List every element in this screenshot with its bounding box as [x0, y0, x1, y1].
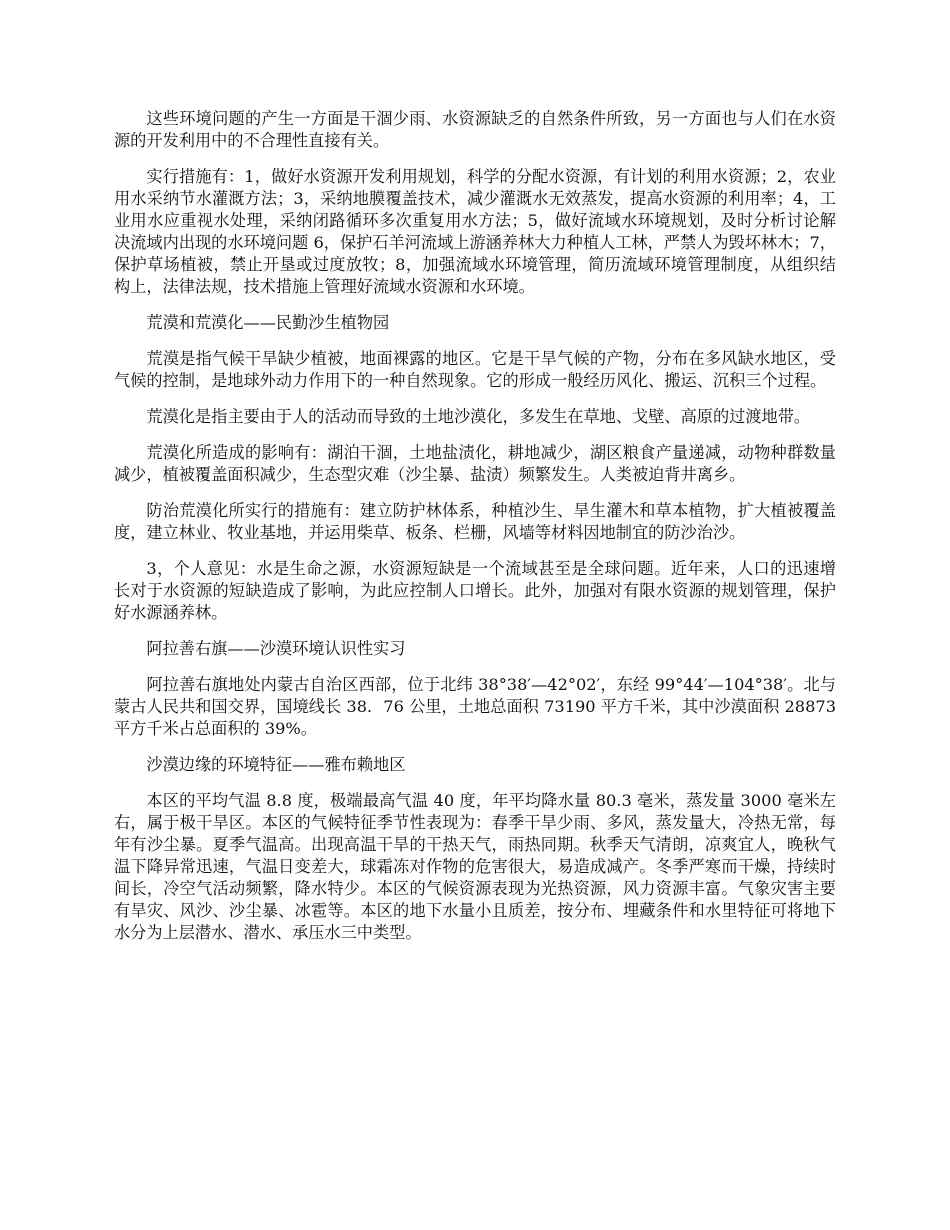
para-desertification-impact: 荒漠化所造成的影响有：湖泊干涸，土地盐渍化，耕地减少，湖区粮食产量递减，动物种群数量减少，植被覆盖面积减少，生态型灾难（沙尘暴、盐渍）频繁发生。人类被迫背井离乡。	[114, 443, 836, 484]
para-cause: 这些环境问题的产生一方面是干涸少雨、水资源缺乏的自然条件所致，另一方面也与人们在水资源的开发利用中的不合理性直接有关。	[114, 109, 836, 150]
heading-alxa-right-banner: 阿拉善右旗——沙漠环境认识性实习	[146, 639, 406, 658]
para-desertification-definition: 荒漠化是指主要由于人的活动而导致的土地沙漠化，多发生在草地、戈壁、高原的过渡地带。	[146, 407, 811, 426]
para-alxa-location: 阿拉善右旗地处内蒙古自治区西部，位于北纬 38°38′—42°02′，东经 99°44′—104°38′。北与蒙古人民共和国交界，国境线长 38．76 公里，土地总面积 73190 平方千米，其中沙漠面积 28873 平方千米占总面积的 39%。	[114, 675, 836, 738]
document-body	[114, 108, 836, 958]
heading-desert-garden: 荒漠和荒漠化——民勤沙生植物园	[146, 313, 390, 332]
para-desert-definition: 荒漠是指气候干旱缺少植被，地面裸露的地区。它是干旱气候的产物，分布在多风缺水地区，受气候的控制，是地球外动力作用下的一种自然现象。它的形成一般经历风化、搬运、沉积三个过程。	[114, 349, 836, 390]
para-climate: 本区的平均气温 8.8 度，极端最高气温 40 度，年平均降水量 80.3 毫米，蒸发量 3000 毫米左右，属于极干旱区。本区的气候特征季节性表现为：春季干旱少雨、多风，蒸发量大，冷热无常，每年有沙尘暴。夏季气温高。出现高温干旱的干热天气，雨热同期。秋季天气清朗，凉爽宜人，晚秋气温下降异常迅速，气温日变差大，球霜冻对作物的危害很大，易造成减产。冬季严寒而干燥，持续时间长，冷空气活动频繁，降水特少。本区的气候资源表现为光热资源，风力资源丰富。气象灾害主要有旱灾、风沙、沙尘暴、冰雹等。本区的地下水量小且质差，按分布、埋藏条件和水里特征可将地下水分为上层潜水、潜水、承压水三中类型。	[114, 791, 836, 942]
para-desertification-prevention: 防治荒漠化所实行的措施有：建立防护林体系，种植沙生、旱生灌木和草本植物，扩大植被覆盖度，建立林业、牧业基地，并运用柴草、板条、栏栅，风墙等材料因地制宜的防沙治沙。	[114, 501, 836, 542]
para-measures: 实行措施有：1，做好水资源开发利用规划，科学的分配水资源，有计划的利用水资源；2，农业用水采纳节水灌溉方法；3，采纳地膜覆盖技术，减少灌溉水无效蒸发，提高水资源的利用率；4，工业用水应重视水处理，采纳闭路循环多次重复用水方法；5，做好流域水环境规划，及时分析讨论解决流域内出现的水环境问题 6，保护石羊河流域上游涵养林大力种植人工林，严禁人为毁坏林木；7，保护草场植被，禁止开垦或过度放牧；8，加强流域水环境管理，简历流域环境管理制度，从组织结构上，法律法规，技术措施上管理好流域水资源和水环境。	[114, 167, 836, 296]
heading-desert-edge: 沙漠边缘的环境特征——雅布赖地区	[146, 755, 406, 774]
para-personal-opinion: 3，个人意见：水是生命之源，水资源短缺是一个流域甚至是全球问题。近年来，人口的迅速增长对于水资源的短缺造成了影响，为此应控制人口增长。此外，加强对有限水资源的规划管理，保护好水源涵养林。	[114, 559, 836, 622]
